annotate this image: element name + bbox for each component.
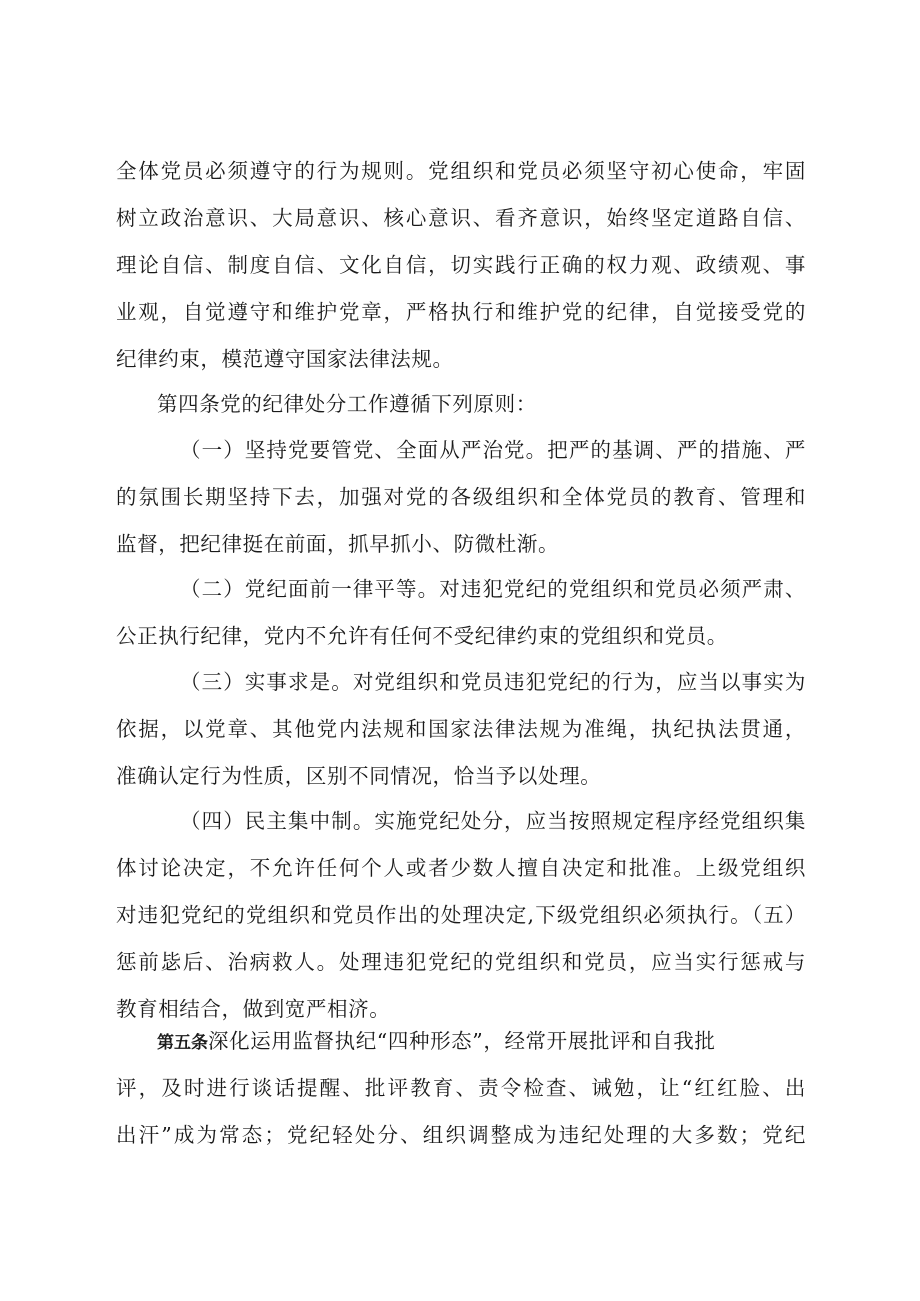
text-line: 出汗”成为常态；党纪轻处分、组织调整成为违纪处理的大多数；党纪 <box>116 1123 806 1147</box>
article-5 <box>116 1018 806 1159</box>
text-line: 对违犯党纪的党组织和党员作出的处理决定,下级党组织必须执行。（五） <box>116 903 806 927</box>
article-4-heading: 第四条党的纪律处分工作遵循下列原则： <box>157 392 537 416</box>
principle-1 <box>116 427 806 568</box>
text-line: 惩前毖后、治病救人。处理违犯党纪的党组织和党员，应当实行惩戒与 <box>116 950 806 974</box>
text-line: 教育相结合，做到宽严相济。 <box>116 997 391 1021</box>
principle-2 <box>116 566 806 660</box>
article-5-first-line <box>116 1018 806 1065</box>
article-4-heading-block <box>116 381 806 428</box>
text-line: 准确认定行为性质，区别不同情况，恰当予以处理。 <box>116 764 602 788</box>
text-line: 树立政治意识、大局意识、核心意识、看齐意识，始终坚定道路自信、 <box>116 206 806 230</box>
text-line: （三）实事求是。对党组织和党员违犯党纪的行为，应当以事实为 <box>180 670 806 694</box>
article-5-label: 第五条 <box>157 1033 208 1053</box>
text-line: 体讨论决定，不允许任何个人或者少数人擅自决定和批准。上级党组织 <box>116 856 806 880</box>
text-line: 依据，以党章、其他党内法规和国家法律法规为准绳，执纪执法贯通， <box>116 717 806 741</box>
text-line: 评，及时进行谈话提醒、批评教育、责令检查、诫勉，让“红红脸、出 <box>116 1076 806 1100</box>
text-line: 的氛围长期坚持下去，加强对党的各级组织和全体党员的教育、管理和 <box>116 485 806 509</box>
text-line: （四）民主集中制。实施党纪处分，应当按照规定程序经党组织集 <box>180 809 806 833</box>
text-line: 监督，把纪律挺在前面，抓早抓小、防微杜渐。 <box>116 532 560 556</box>
text-line: 业观，自觉遵守和维护党章，严格执行和维护党的纪律，自觉接受党的 <box>116 300 806 324</box>
text-line: （一）坚持党要管党、全面从严治党。把严的基调、严的措施、严 <box>180 438 806 462</box>
text-line: 深化运用监督执纪“四种形态”，经常开展批评和自我批 <box>208 1029 716 1053</box>
principle-4 <box>116 798 806 1033</box>
paragraph-1 <box>116 148 806 383</box>
text-line: 全体党员必须遵守的行为规则。党组织和党员必须坚守初心使命，牢固 <box>116 159 806 183</box>
text-line: 纪律约束，模范遵守国家法律法规。 <box>116 347 454 371</box>
text-line: 公正执行纪律，党内不允许有任何不受纪律约束的党组织和党员。 <box>116 624 728 648</box>
principle-3 <box>116 659 806 800</box>
text-line: 理论自信、制度自信、文化自信，切实践行正确的权力观、政绩观、事 <box>116 253 806 277</box>
text-line: （二）党纪面前一律平等。对违犯党纪的党组织和党员必须严肃、 <box>180 577 806 601</box>
